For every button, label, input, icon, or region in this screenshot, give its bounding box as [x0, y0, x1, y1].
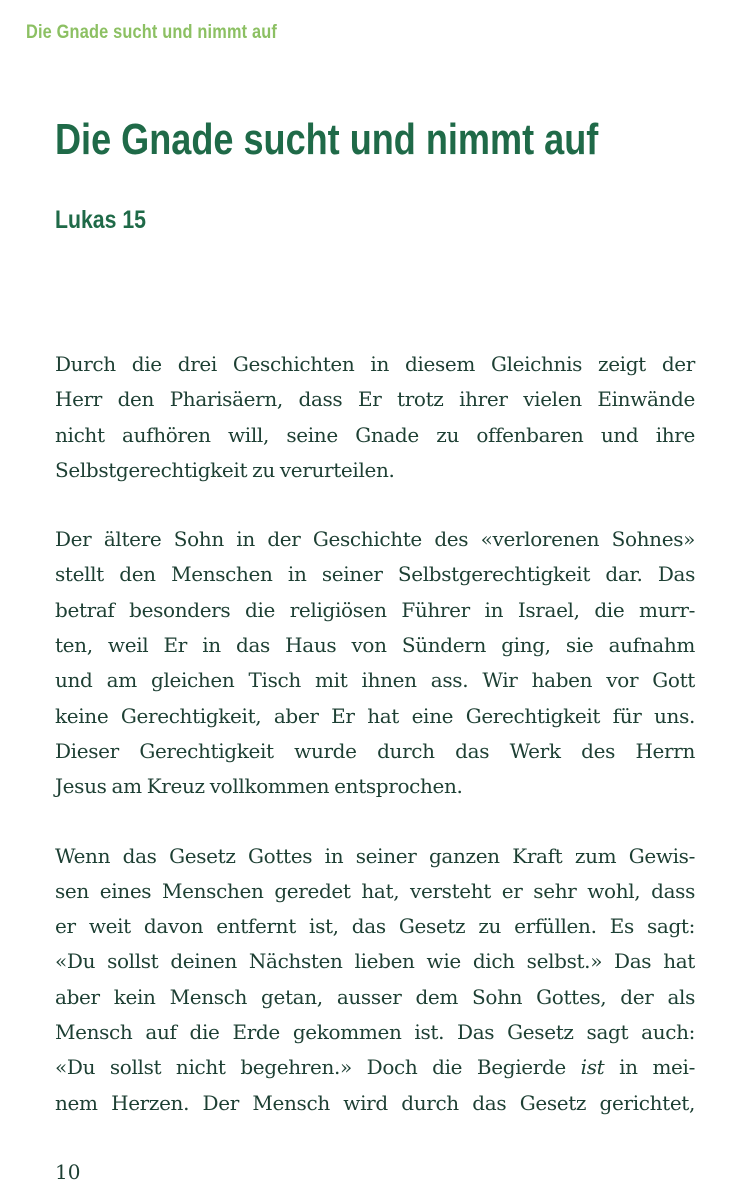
text-line: und am gleichen Tisch mit ihnen ass. Wir haben vor Gott: [55, 668, 695, 693]
text-line: Durch die drei Geschichten in diesem Gleichnis zeigt der: [55, 352, 695, 376]
running-header: Die Gnade sucht und nimmt auf: [26, 22, 278, 43]
text-segment: «Du sollst nicht begehren.» Doch die Begierde: [55, 1055, 581, 1080]
text-line: nicht aufhören will, seine Gnade zu offenbaren und ihre: [55, 422, 695, 447]
page-number: 10: [55, 1160, 81, 1184]
text-line: [55, 1050, 695, 1085]
paragraph-2: [55, 522, 695, 804]
text-line: ten, weil Er in das Haus von Sündern ging, sie aufnahm: [55, 633, 695, 658]
text-line: sen eines Menschen geredet hat, versteht er sehr wohl, dass: [55, 878, 695, 903]
text-line: betraf besonders die religiösen Führer in Israel, die murr-: [55, 597, 695, 622]
paragraph-3: [55, 839, 695, 1121]
text-line: aber kein Mensch getan, ausser dem Sohn Gottes, der als: [55, 984, 695, 1009]
text-line: Jesus am Kreuz vollkommen entsprochen.: [55, 774, 463, 799]
chapter-title: Die Gnade sucht und nimmt auf: [55, 115, 599, 164]
paragraph-1: [55, 347, 695, 488]
text-line: Herr den Pharisäern, dass Er trotz ihrer vielen Einwände: [55, 387, 695, 412]
text-line: Der ältere Sohn in der Geschichte des «verlorenen Sohnes»: [55, 527, 695, 552]
text-segment: in mei-: [604, 1055, 695, 1080]
body-text: [55, 347, 695, 1155]
chapter-reference: Lukas 15: [55, 206, 146, 234]
text-line: Wenn das Gesetz Gottes in seiner ganzen Kraft zum Gewis-: [55, 843, 695, 868]
text-line: Selbstgerechtigkeit zu verurteilen.: [55, 457, 395, 482]
text-line: er weit davon entfernt ist, das Gesetz zu erfüllen. Es sagt:: [55, 914, 695, 939]
text-line: Mensch auf die Erde gekommen ist. Das Gesetz sagt auch:: [55, 1020, 695, 1045]
emphasis: ist: [580, 1055, 605, 1080]
text-line: keine Gerechtigkeit, aber Er hat eine Gerechtigkeit für uns.: [55, 703, 695, 728]
text-line: Dieser Gerechtigkeit wurde durch das Werk des Herrn: [55, 738, 695, 763]
text-line: «Du sollst deinen Nächsten lieben wie dich selbst.» Das hat: [55, 949, 695, 974]
text-line: nem Herzen. Der Mensch wird durch das Gesetz gerichtet,: [55, 1090, 695, 1115]
text-line: stellt den Menschen in seiner Selbstgerechtigkeit dar. Das: [55, 562, 695, 587]
